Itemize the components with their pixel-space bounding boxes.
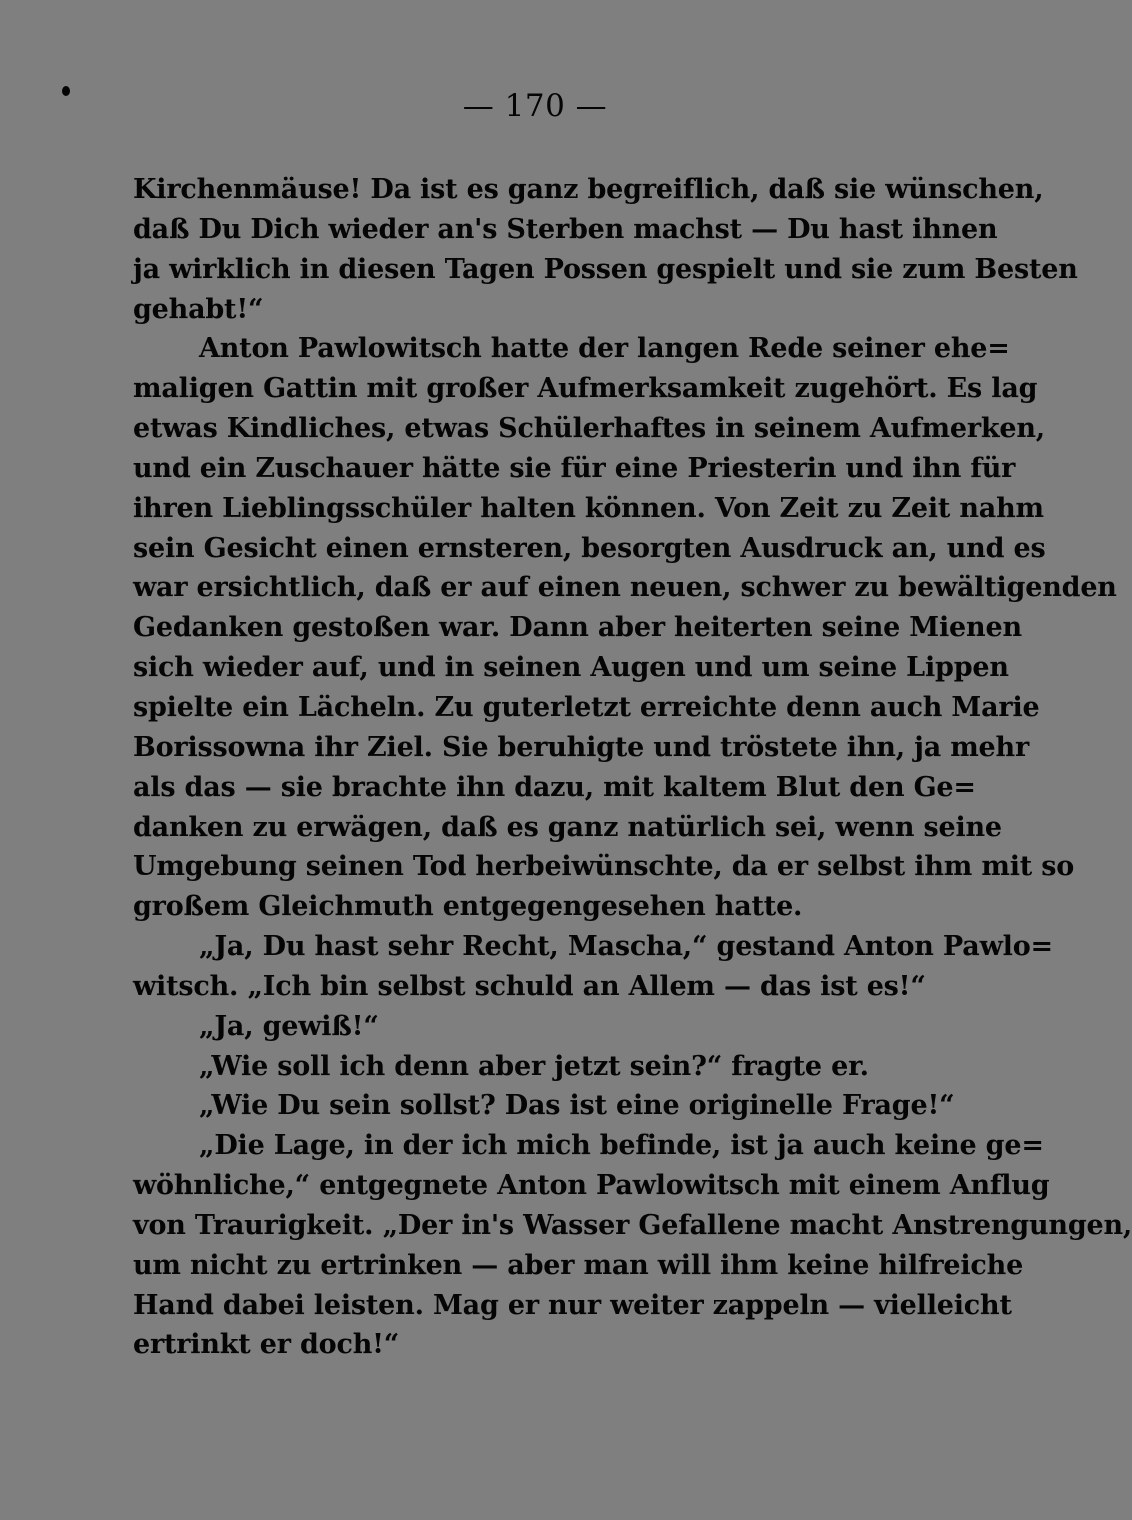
text-line-12: Gedanken gestoßen war. Dann aber heiterten seine Mienen bbox=[133, 612, 1022, 644]
text-line-29: Hand dabei leisten. Mag er nur weiter zappeln — vielleicht bbox=[133, 1289, 1012, 1321]
text-line-6: maligen Gattin mit großer Aufmerksamkeit zugehört. Es lag bbox=[133, 373, 1038, 405]
text-line-14: spielte ein Lächeln. Zu guterletzt erreichte denn auch Marie bbox=[133, 691, 1040, 723]
text-line-3: ja wirklich in diesen Tagen Possen gespielt und sie zum Besten bbox=[133, 253, 1078, 285]
text-line-4: gehabt!“ bbox=[133, 293, 264, 325]
text-line-8: und ein Zuschauer hätte sie für eine Priesterin und ihn für bbox=[133, 452, 1016, 484]
text-line-2: daß Du Dich wieder an's Sterben machst — Du hast ihnen bbox=[133, 213, 998, 245]
page-number: — 170 — bbox=[462, 88, 608, 124]
text-line-25: „Die Lage, in der ich mich befinde, ist ja auch keine ge= bbox=[199, 1130, 1044, 1162]
text-line-5: Anton Pawlowitsch hatte der langen Rede seiner ehe= bbox=[199, 333, 1010, 365]
text-line-28: um nicht zu ertrinken — aber man will ihm keine hilfreiche bbox=[133, 1249, 1024, 1281]
text-line-11: war ersichtlich, daß er auf einen neuen, schwer zu bewältigenden bbox=[133, 572, 1117, 604]
text-line-26: wöhnliche,“ entgegnete Anton Pawlowitsch mit einem Anflug bbox=[133, 1170, 1050, 1202]
text-line-30: ertrinkt er doch!“ bbox=[133, 1329, 400, 1361]
text-line-9: ihren Lieblingsschüler halten können. Von Zeit zu Zeit nahm bbox=[133, 492, 1044, 524]
text-line-20: „Ja, Du hast sehr Recht, Mascha,“ gestand Anton Pawlo= bbox=[199, 931, 1053, 963]
text-line-16: als das — sie brachte ihn dazu, mit kaltem Blut den Ge= bbox=[133, 771, 976, 803]
text-line-21: witsch. „Ich bin selbst schuld an Allem — das ist es!“ bbox=[133, 970, 926, 1002]
text-line-10: sein Gesicht einen ernsteren, besorgten Ausdruck an, und es bbox=[133, 532, 1046, 564]
text-line-7: etwas Kindliches, etwas Schülerhaftes in seinem Aufmerken, bbox=[133, 413, 1046, 445]
text-line-27: von Traurigkeit. „Der in's Wasser Gefallene macht Anstrengungen, bbox=[133, 1209, 1132, 1241]
body-text bbox=[133, 170, 1132, 1365]
text-line-22: „Ja, gewiß!“ bbox=[199, 1010, 379, 1042]
text-line-13: sich wieder auf, und in seinen Augen und um seine Lippen bbox=[133, 652, 1009, 684]
text-line-15: Borissowna ihr Ziel. Sie beruhigte und tröstete ihn, ja mehr bbox=[133, 731, 1029, 763]
text-line-23: „Wie soll ich denn aber jetzt sein?“ fragte er. bbox=[199, 1050, 869, 1082]
text-line-17: danken zu erwägen, daß es ganz natürlich sei, wenn seine bbox=[133, 811, 1002, 843]
text-line-24: „Wie Du sein sollst? Das ist eine originelle Frage!“ bbox=[199, 1090, 955, 1122]
text-line-18: Umgebung seinen Tod herbeiwünschte, da er selbst ihm mit so bbox=[133, 851, 1075, 883]
text-line-1: Kirchenmäuse! Da ist es ganz begreiflich, daß sie wünschen, bbox=[133, 174, 1044, 205]
text-line-19: großem Gleichmuth entgegengesehen hatte. bbox=[133, 891, 803, 923]
